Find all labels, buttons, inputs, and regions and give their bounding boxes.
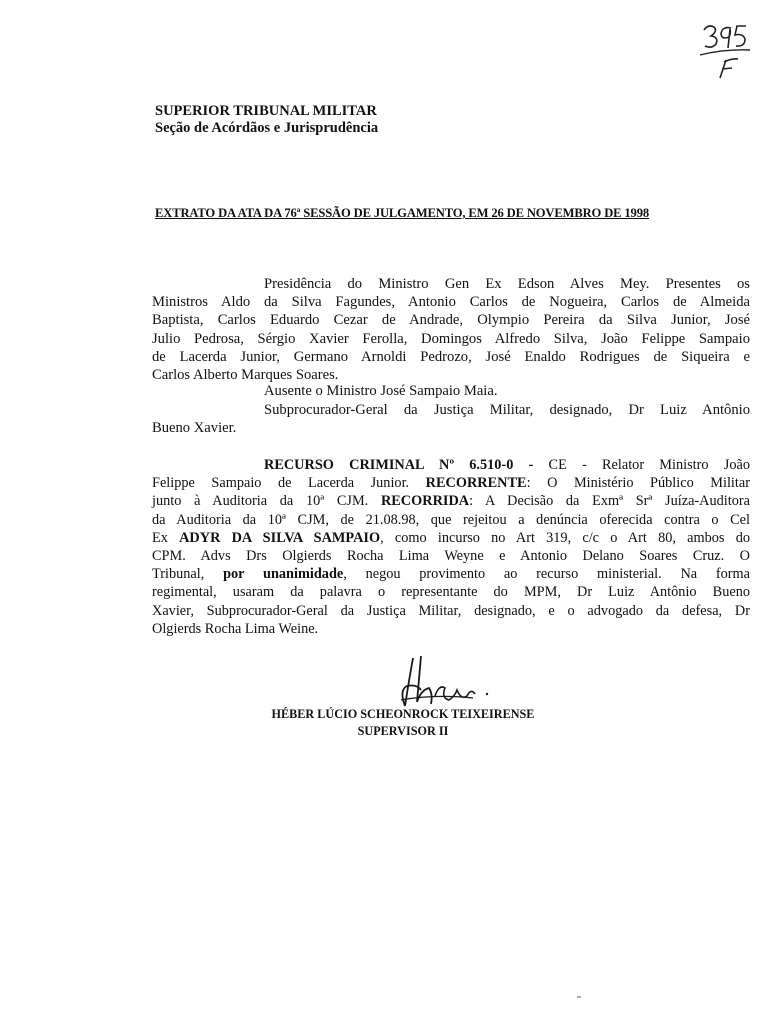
presidency-line: de Lacerda Junior, Germano Arnoldi Pedrozo, José Enaldo Rodrigues de Siqueira e	[152, 348, 750, 365]
case-line: Ex ADYR DA SILVA SAMPAIO, como incurso no Art 319, c/c o Art 80, ambos do	[152, 529, 750, 546]
presidency-line: Presidência do Ministro Gen Ex Edson Alves Mey. Presentes os	[264, 276, 750, 292]
case-line: regimental, usaram da palavra o representante do MPM, Dr Luiz Antônio Bueno	[152, 584, 750, 601]
case-paragraph	[152, 456, 750, 638]
appellee-label: RECORRIDA	[380, 493, 470, 510]
absent-paragraph	[152, 382, 750, 400]
appellant-label: RECORRENTE	[425, 475, 527, 492]
presidency-line: Ministros Aldo da Silva Fagundes, Antonio Carlos de Nogueira, Carlos de Almeida	[152, 294, 750, 311]
folio-mark	[698, 22, 754, 82]
presidency-line: Julio Pedrosa, Sérgio Xavier Ferolla, Domingos Alfredo Silva, João Felippe Sampaio	[152, 330, 750, 347]
signatory-name: HÉBER LÚCIO SCHEONROCK TEIXEIRENSE	[271, 707, 535, 721]
absent-line: Ausente o Ministro José Sampaio Maia.	[264, 383, 498, 399]
subprocurador-line: Subprocurador-Geral da Justiça Militar, designado, Dr Luiz Antônio	[264, 402, 750, 418]
presidency-line: Baptista, Carlos Eduardo Cezar de Andrade, Olympio Pereira da Silva Junior, José	[152, 312, 750, 329]
case-number: RECURSO CRIMINAL Nº 6.510-0 -	[264, 457, 534, 473]
presidency-line: Carlos Alberto Marques Soares.	[152, 367, 339, 384]
case-line: CPM. Advs Drs Olgierds Rocha Lima Weyne e Antonio Delano Soares Cruz. O	[152, 548, 750, 565]
scan-speck	[577, 996, 581, 998]
court-name: SUPERIOR TRIBUNAL MILITAR	[155, 103, 377, 119]
case-line: junto à Auditoria da 10ª CJM. RECORRIDA: A Decisão da Exmª Srª Juíza-Auditora	[152, 493, 750, 510]
case-line: da Auditoria da 10ª CJM, de 21.08.98, que rejeitou a denúncia oferecida contra o Cel	[152, 511, 750, 528]
case-line: Felippe Sampaio de Lacerda Junior. RECORRENTE: O Ministério Público Militar	[152, 475, 750, 492]
section-name: Seção de Acórdãos e Jurisprudência	[155, 120, 379, 136]
case-line: RECURSO CRIMINAL Nº 6.510-0 - CE - Relator Ministro João	[264, 457, 750, 473]
document-title: EXTRATO DA ATA DA 76ª SESSÃO DE JULGAMENTO, EM 26 DE NOVEMBRO DE 1998	[155, 206, 649, 220]
case-line: Xavier, Subprocurador-Geral da Justiça Militar, designado, e o advogado da defesa, Dr	[152, 602, 750, 619]
decision-unanimity: por unanimidade	[223, 566, 344, 583]
case-line: Olgierds Rocha Lima Weine.	[152, 620, 319, 637]
case-line: Tribunal, por unanimidade, negou provimento ao recurso ministerial. Na forma	[152, 566, 750, 583]
signatory-role: SUPERVISOR II	[357, 724, 449, 738]
subprocurador-paragraph	[152, 401, 750, 437]
subprocurador-line: Bueno Xavier.	[152, 420, 237, 437]
presidency-paragraph	[152, 275, 750, 384]
defendant-name: ADYR DA SILVA SAMPAIO	[179, 529, 381, 546]
